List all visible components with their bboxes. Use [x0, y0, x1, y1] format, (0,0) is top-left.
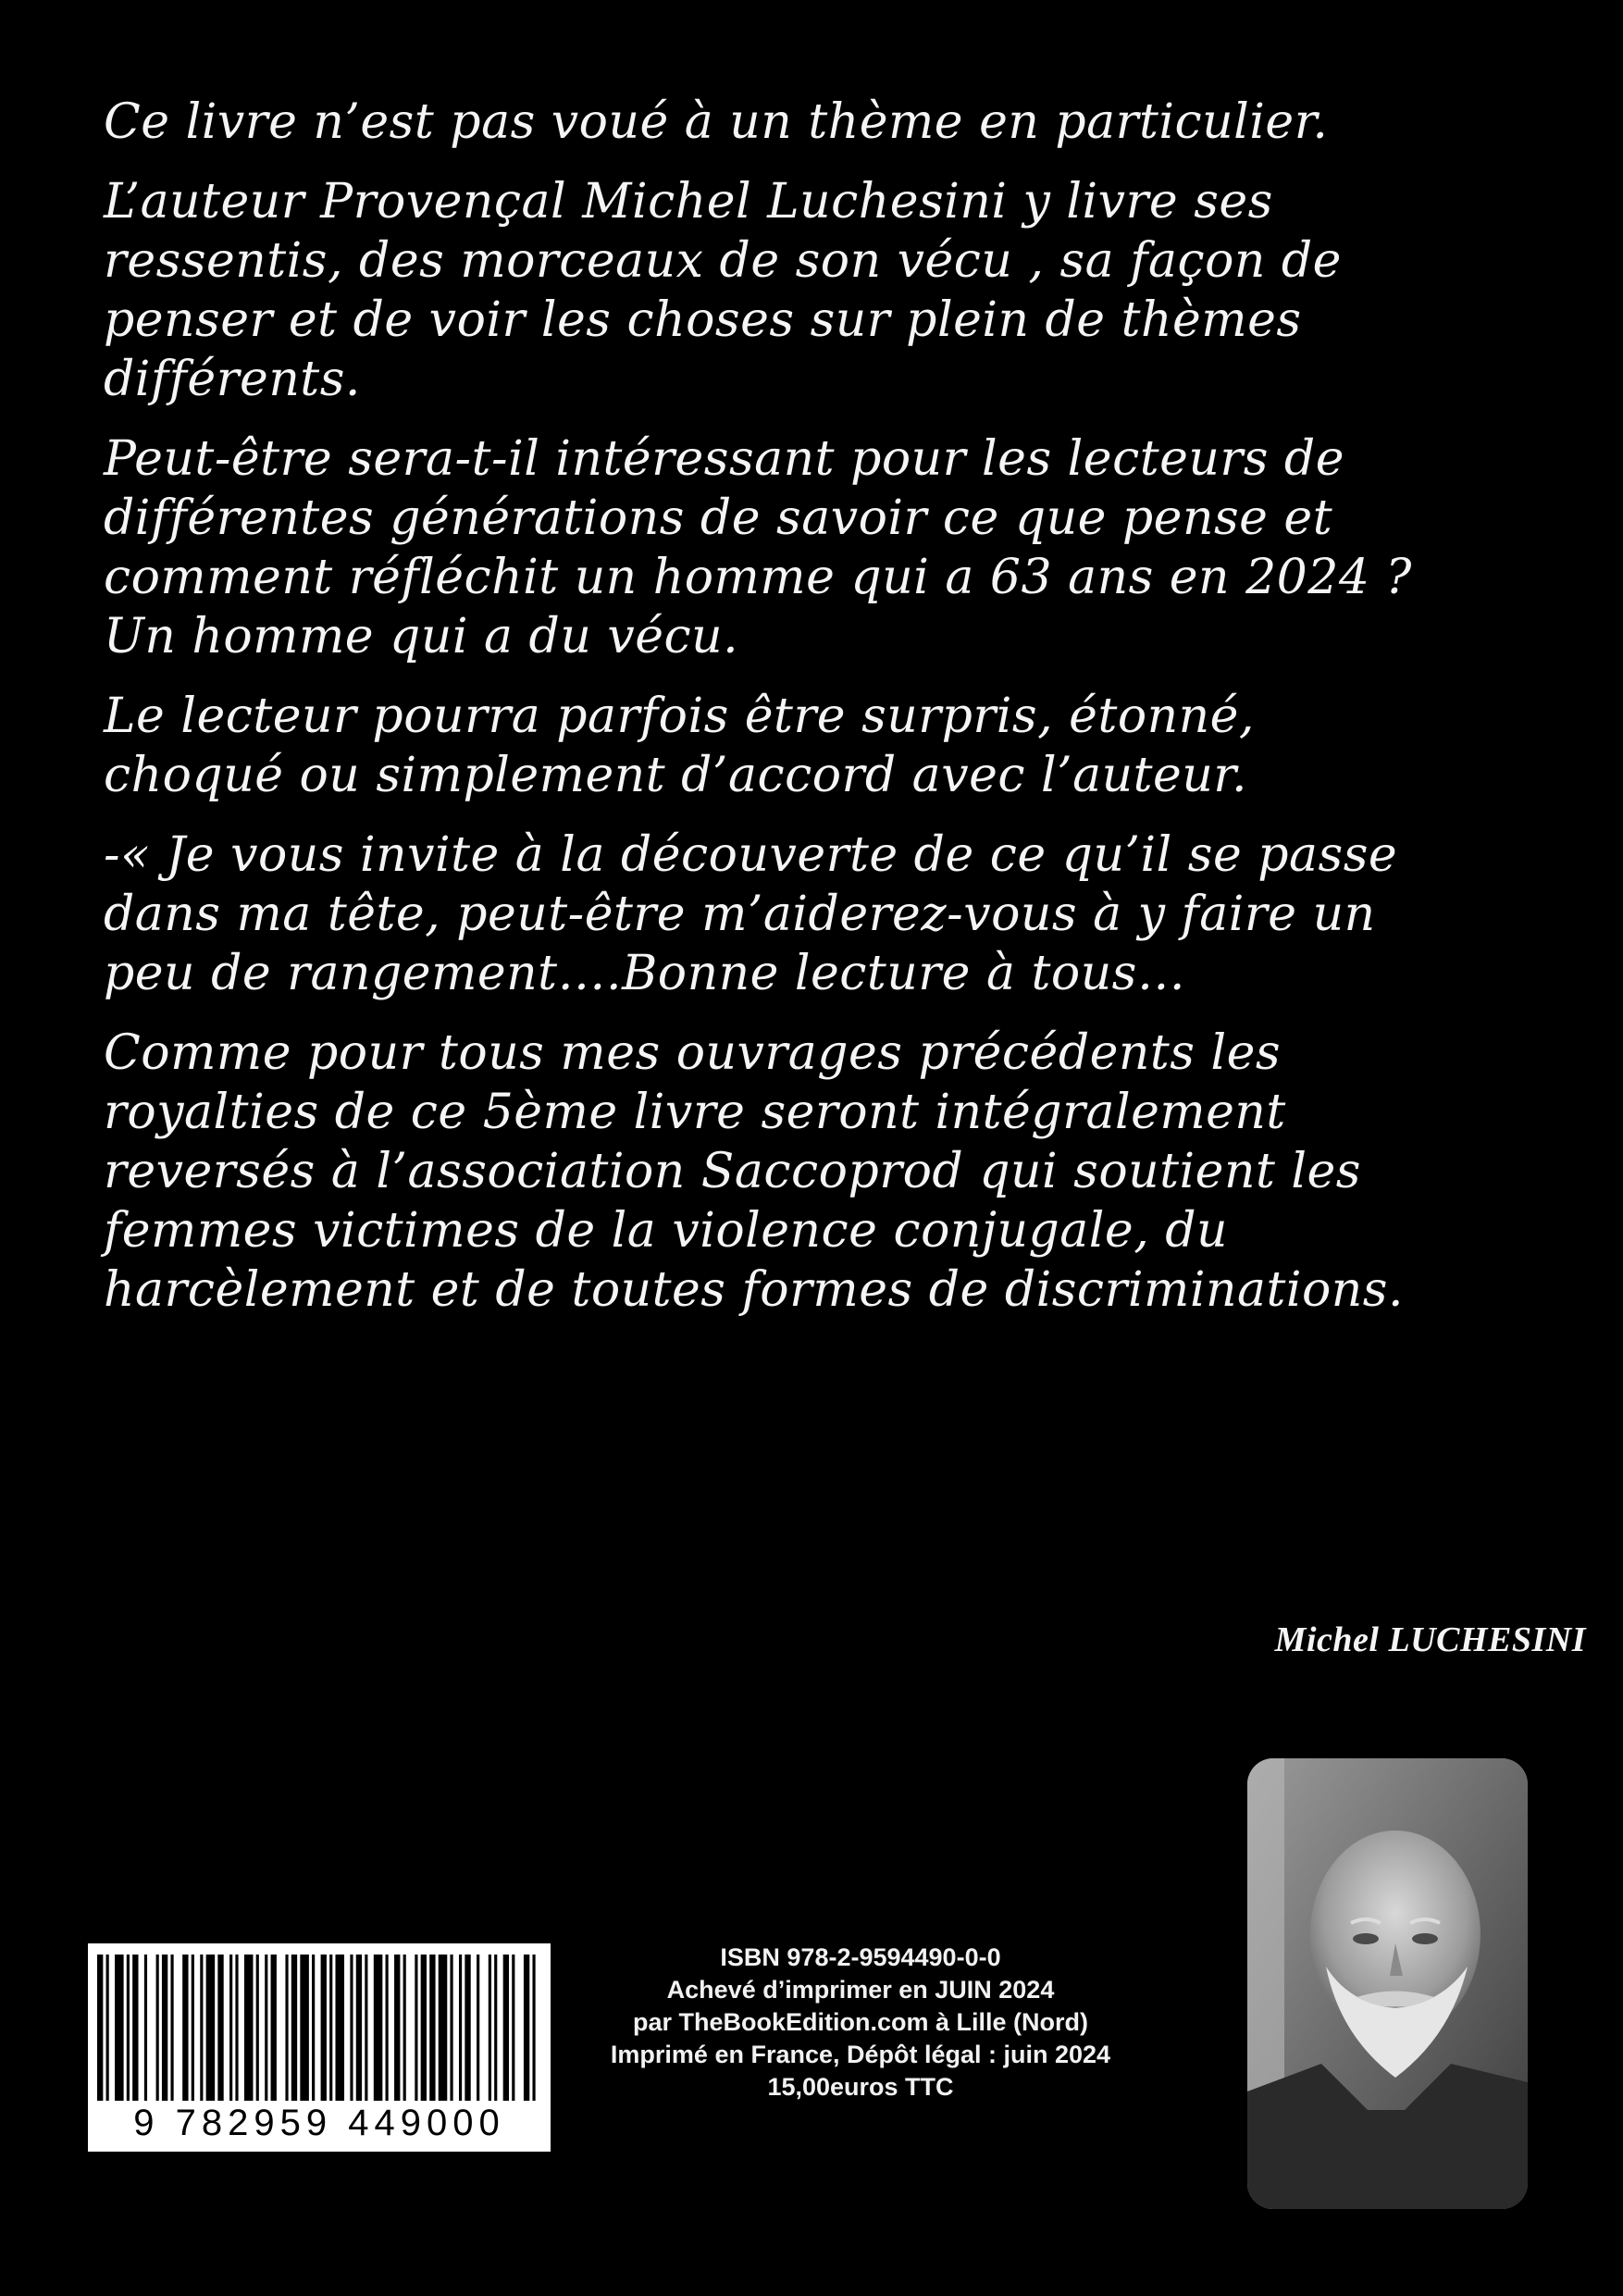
barcode-bar [365, 1955, 367, 2103]
barcode-bar [182, 1955, 188, 2103]
barcode-bar [421, 1955, 427, 2103]
barcode-bar [439, 1955, 448, 2103]
publication-info [574, 1942, 1147, 2104]
barcode-bar [477, 1955, 479, 2103]
barcode-bar [459, 1955, 462, 2103]
barcode-digits: 9 782959 449000 [88, 2101, 551, 2146]
barcode-bar [132, 1955, 138, 2103]
barcode-bar [97, 1955, 103, 2103]
barcode-bar [217, 1955, 223, 2103]
barcode [88, 1943, 551, 2152]
barcode-bar [170, 1955, 173, 2103]
barcode-bar [192, 1955, 194, 2103]
barcode-bars-image [97, 1955, 541, 2103]
barcode-bar [265, 1955, 267, 2103]
barcode-bar [285, 1955, 288, 2103]
barcode-bar [350, 1955, 353, 2103]
barcode-bar [415, 1955, 417, 2103]
paragraph-6: Comme pour tous mes ouvrages précédents les royalties de ce 5ème livre seront intégralement reversés à l’association Saccoprod qui soutient les femmes victimes de la violence conjugale, du harcèlement et de toutes formes de discriminations. [104, 1025, 1404, 1318]
barcode-bar [235, 1955, 238, 2103]
price-line: 15,00euros TTC [767, 2073, 954, 2101]
barcode-bar [162, 1955, 167, 2103]
paragraph-2: L’auteur Provençal Michel Luchesini y livre ses ressentis, des morceaux de son vécu , sa façon de penser et de voir les choses sur plein de thèmes différents. [104, 174, 1342, 407]
barcode-bar [271, 1955, 277, 2103]
barcode-bar [329, 1955, 332, 2103]
blurb-text [104, 93, 1445, 1340]
paragraph-1: Ce livre n’est pas voué à un thème en particulier. [104, 94, 1329, 150]
barcode-bar [335, 1955, 344, 2103]
barcode-bar [356, 1955, 362, 2103]
barcode-bar [524, 1955, 529, 2103]
barcode-bar [503, 1955, 509, 2103]
barcode-bar [489, 1955, 491, 2103]
printer-line: par TheBookEdition.com à Lille (Nord) [632, 2008, 1089, 2036]
barcode-bar [321, 1955, 327, 2103]
barcode-bar [386, 1955, 389, 2103]
barcode-bar [512, 1955, 514, 2103]
legal-deposit-line: Imprimé en France, Dépôt légal : juin 2024 [610, 2041, 1111, 2068]
barcode-bar [229, 1955, 232, 2103]
barcode-bar [115, 1955, 124, 2103]
barcode-bar [494, 1955, 497, 2103]
barcode-bar [465, 1955, 470, 2103]
barcode-bar [156, 1955, 159, 2103]
isbn-line: ISBN 978-2-9594490-0-0 [720, 1943, 1001, 1971]
paragraph-5: -« Je vous invite à la découverte de ce qu’il se passe dans ma tête, peut-être m’aiderez-vous à y faire un peu de rangement….Bonne lecture à tous… [104, 827, 1398, 1001]
barcode-bar [394, 1955, 400, 2103]
barcode-bar [532, 1955, 535, 2103]
barcode-bar [291, 1955, 297, 2103]
paragraph-3: Peut-être sera-t-il intéressant pour les lecteurs de différentes générations de savoir ce que pense et comment réfléchit un homme qui a 63 ans en 2024 ? Un homme qui a du vécu. [104, 431, 1412, 664]
barcode-bar [144, 1955, 147, 2103]
author-portrait-image [1247, 1758, 1528, 2209]
barcode-bar [127, 1955, 130, 2103]
barcode-bar [374, 1955, 383, 2103]
author-signature: Michel LUCHESINI [1274, 1620, 1586, 1659]
author-photo [1247, 1758, 1528, 2209]
barcode-bar [312, 1955, 315, 2103]
barcode-bar [450, 1955, 452, 2103]
barcode-bar [200, 1955, 203, 2103]
barcode-bar [106, 1955, 109, 2103]
barcode-bar [300, 1955, 309, 2103]
barcode-bar [429, 1955, 435, 2103]
barcode-bar [403, 1955, 406, 2103]
barcode-bar [256, 1955, 259, 2103]
paragraph-4: Le lecteur pourra parfois être surpris, étonné, choqué ou simplement d’accord avec l’auteur. [104, 689, 1255, 803]
barcode-bar [244, 1955, 254, 2103]
barcode-bar [206, 1955, 216, 2103]
printed-line: Achevé d’imprimer en JUIN 2024 [666, 1976, 1055, 2004]
